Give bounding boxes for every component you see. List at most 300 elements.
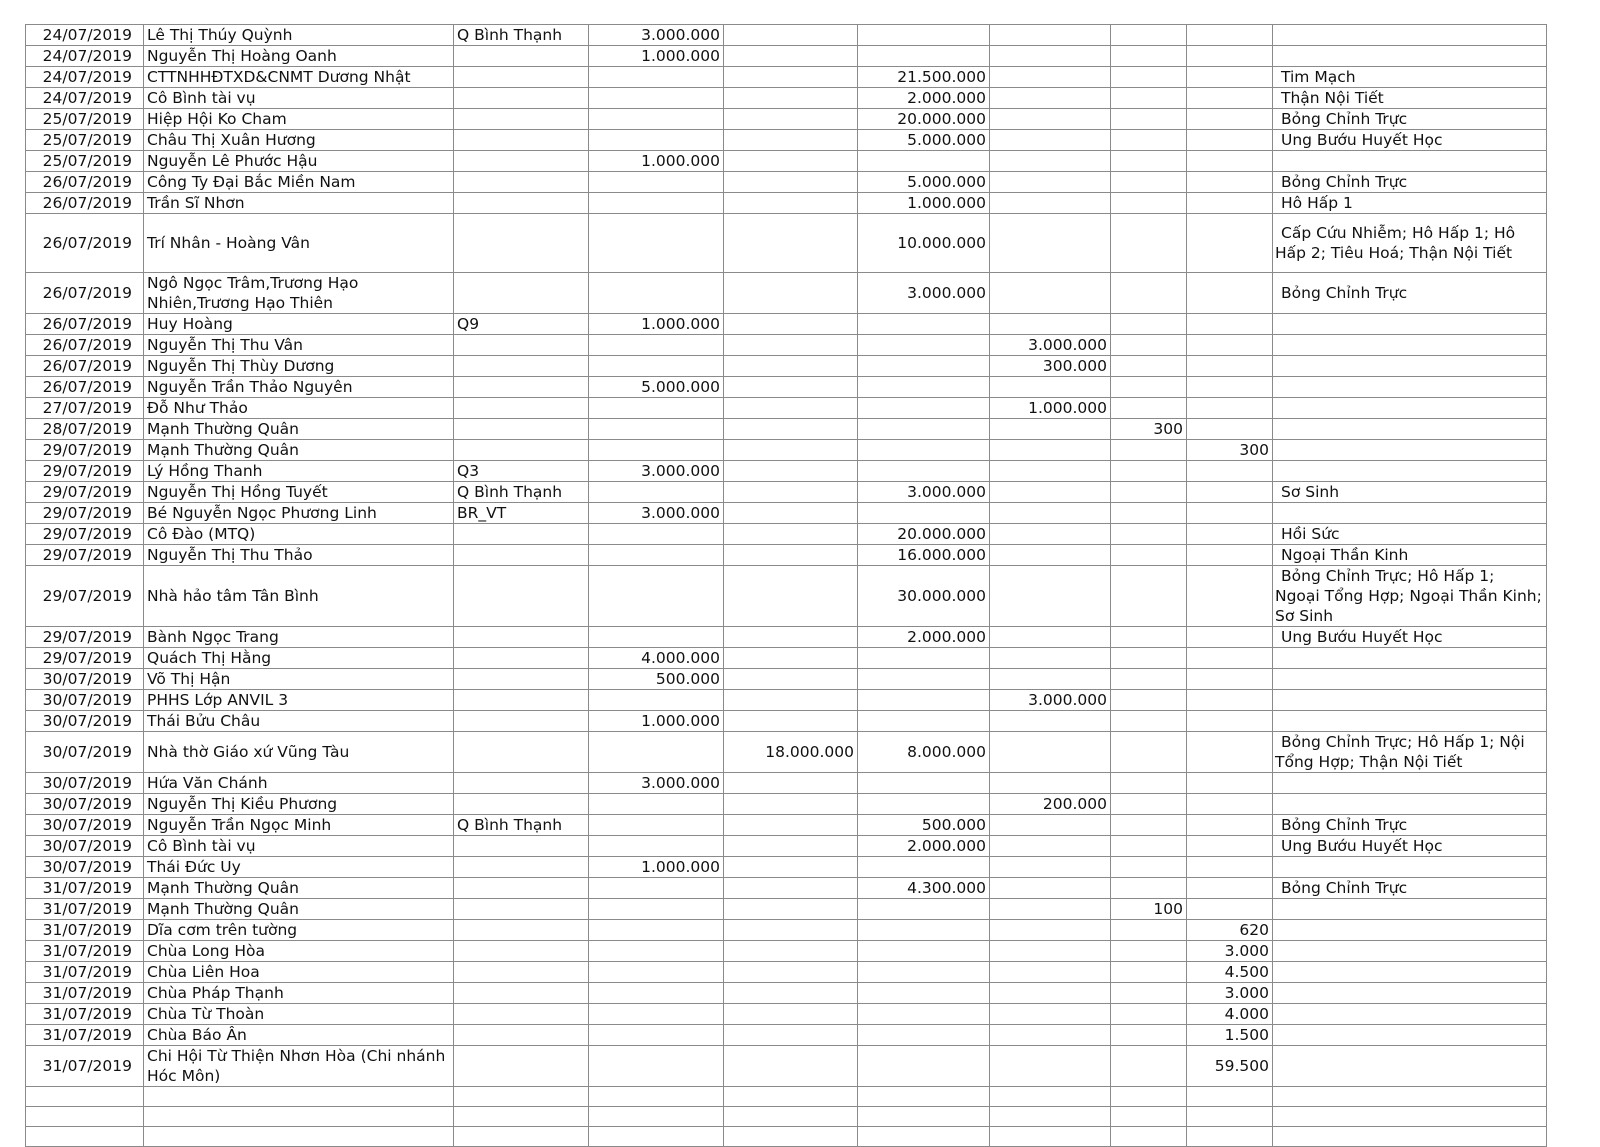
amount-col6-cell: 3.000 (1187, 983, 1273, 1004)
table-row (26, 335, 1547, 356)
amount-col1-cell (589, 214, 724, 273)
department-cell (1273, 440, 1547, 461)
amount-col4-cell (990, 983, 1111, 1004)
department-cell (1273, 377, 1547, 398)
amount-col6-cell (1187, 214, 1273, 273)
amount-col1-cell (589, 836, 724, 857)
department-cell (1273, 461, 1547, 482)
area-cell (454, 836, 589, 857)
amount-col2-cell (724, 172, 858, 193)
date-cell (26, 1127, 144, 1147)
amount-col2-cell (724, 130, 858, 151)
amount-col4-cell (990, 503, 1111, 524)
department-cell (1273, 503, 1547, 524)
donor-name-cell: Mạnh Thường Quân (144, 899, 454, 920)
amount-col5-cell (1111, 773, 1187, 794)
date-cell: 26/07/2019 (26, 172, 144, 193)
amount-col1-cell (589, 1046, 724, 1087)
amount-col5-cell (1111, 503, 1187, 524)
amount-col6-cell (1187, 335, 1273, 356)
amount-col3-cell (858, 1046, 990, 1087)
table-row (26, 773, 1547, 794)
department-cell: Bỏng Chỉnh Trực (1273, 273, 1547, 314)
amount-col5-cell (1111, 88, 1187, 109)
amount-col4-cell (990, 1087, 1111, 1107)
amount-col3-cell: 500.000 (858, 815, 990, 836)
amount-col2-cell (724, 377, 858, 398)
amount-col4-cell (990, 440, 1111, 461)
amount-col1-cell: 3.000.000 (589, 773, 724, 794)
amount-col3-cell: 21.500.000 (858, 67, 990, 88)
amount-col4-cell (990, 46, 1111, 67)
donor-name-cell: Dĩa cơm trên tường (144, 920, 454, 941)
amount-col4-cell (990, 67, 1111, 88)
amount-col6-cell (1187, 732, 1273, 773)
amount-col2-cell (724, 815, 858, 836)
table-row (26, 503, 1547, 524)
amount-col5-cell (1111, 335, 1187, 356)
department-cell: Hô Hấp 1 (1273, 193, 1547, 214)
amount-col5-cell (1111, 25, 1187, 46)
amount-col5-cell (1111, 398, 1187, 419)
date-cell (26, 1087, 144, 1107)
amount-col5-cell (1111, 356, 1187, 377)
amount-col1-cell (589, 899, 724, 920)
amount-col1-cell: 500.000 (589, 669, 724, 690)
amount-col4-cell (990, 566, 1111, 627)
area-cell (454, 398, 589, 419)
date-cell: 26/07/2019 (26, 273, 144, 314)
amount-col2-cell (724, 214, 858, 273)
amount-col1-cell (589, 1107, 724, 1127)
amount-col5-cell (1111, 815, 1187, 836)
amount-col2-cell (724, 1127, 858, 1147)
area-cell: Q3 (454, 461, 589, 482)
amount-col4-cell (990, 920, 1111, 941)
area-cell (454, 732, 589, 773)
donor-name-cell: PHHS Lớp ANVIL 3 (144, 690, 454, 711)
amount-col2-cell (724, 273, 858, 314)
table-row (26, 109, 1547, 130)
amount-col1-cell (589, 1025, 724, 1046)
date-cell: 25/07/2019 (26, 130, 144, 151)
table-row (26, 545, 1547, 566)
amount-col1-cell (589, 419, 724, 440)
amount-col2-cell: 18.000.000 (724, 732, 858, 773)
amount-col4-cell (990, 815, 1111, 836)
donor-name-cell: Chùa Pháp Thạnh (144, 983, 454, 1004)
amount-col4-cell (990, 669, 1111, 690)
area-cell (454, 1046, 589, 1087)
amount-col6-cell (1187, 503, 1273, 524)
amount-col2-cell (724, 545, 858, 566)
department-cell (1273, 398, 1547, 419)
donor-name-cell: Nguyễn Lê Phước Hậu (144, 151, 454, 172)
donor-name-cell: Bé Nguyễn Ngọc Phương Linh (144, 503, 454, 524)
table-row (26, 46, 1547, 67)
amount-col1-cell (589, 983, 724, 1004)
amount-col5-cell (1111, 794, 1187, 815)
date-cell: 26/07/2019 (26, 214, 144, 273)
donor-name-cell: Quách Thị Hằng (144, 648, 454, 669)
date-cell: 26/07/2019 (26, 314, 144, 335)
table-row (26, 461, 1547, 482)
area-cell (454, 627, 589, 648)
amount-col4-cell: 3.000.000 (990, 690, 1111, 711)
amount-col4-cell (990, 711, 1111, 732)
date-cell: 30/07/2019 (26, 857, 144, 878)
amount-col3-cell (858, 314, 990, 335)
amount-col2-cell (724, 109, 858, 130)
table-row (26, 941, 1547, 962)
department-cell: Ung Bướu Huyết Học (1273, 627, 1547, 648)
table-row (26, 920, 1547, 941)
amount-col5-cell (1111, 1127, 1187, 1147)
date-cell: 30/07/2019 (26, 794, 144, 815)
amount-col2-cell (724, 193, 858, 214)
donor-name-cell: Mạnh Thường Quân (144, 419, 454, 440)
amount-col2-cell (724, 648, 858, 669)
date-cell: 24/07/2019 (26, 67, 144, 88)
amount-col6-cell (1187, 193, 1273, 214)
amount-col4-cell (990, 419, 1111, 440)
amount-col6-cell: 1.500 (1187, 1025, 1273, 1046)
amount-col6-cell (1187, 419, 1273, 440)
amount-col6-cell (1187, 377, 1273, 398)
amount-col1-cell (589, 1087, 724, 1107)
amount-col6-cell: 3.000 (1187, 941, 1273, 962)
donor-name-cell: Nguyễn Thị Hoàng Oanh (144, 46, 454, 67)
amount-col6-cell (1187, 273, 1273, 314)
amount-col5-cell (1111, 1107, 1187, 1127)
amount-col2-cell (724, 920, 858, 941)
amount-col1-cell (589, 172, 724, 193)
donor-name-cell: Mạnh Thường Quân (144, 440, 454, 461)
table-row (26, 815, 1547, 836)
amount-col6-cell (1187, 25, 1273, 46)
amount-col5-cell (1111, 732, 1187, 773)
amount-col3-cell (858, 440, 990, 461)
area-cell (454, 566, 589, 627)
table-row (26, 193, 1547, 214)
amount-col4-cell (990, 461, 1111, 482)
area-cell (454, 899, 589, 920)
amount-col6-cell (1187, 690, 1273, 711)
department-cell: Bỏng Chỉnh Trực (1273, 172, 1547, 193)
amount-col2-cell (724, 794, 858, 815)
date-cell: 25/07/2019 (26, 109, 144, 130)
amount-col4-cell (990, 151, 1111, 172)
amount-col4-cell (990, 1025, 1111, 1046)
amount-col1-cell (589, 130, 724, 151)
area-cell (454, 1127, 589, 1147)
amount-col2-cell (724, 314, 858, 335)
amount-col3-cell (858, 690, 990, 711)
amount-col5-cell (1111, 524, 1187, 545)
date-cell: 26/07/2019 (26, 335, 144, 356)
amount-col5-cell (1111, 172, 1187, 193)
amount-col4-cell (990, 109, 1111, 130)
amount-col6-cell (1187, 1087, 1273, 1107)
area-cell (454, 920, 589, 941)
amount-col1-cell (589, 962, 724, 983)
donor-name-cell: Nguyễn Thị Kiều Phương (144, 794, 454, 815)
area-cell (454, 151, 589, 172)
amount-col3-cell (858, 461, 990, 482)
amount-col6-cell (1187, 130, 1273, 151)
amount-col5-cell (1111, 1025, 1187, 1046)
donor-name-cell: Chùa Báo Ân (144, 1025, 454, 1046)
donor-name-cell: Công Ty Đại Bắc Miền Nam (144, 172, 454, 193)
area-cell (454, 214, 589, 273)
amount-col1-cell (589, 690, 724, 711)
amount-col5-cell (1111, 273, 1187, 314)
amount-col5-cell (1111, 67, 1187, 88)
amount-col2-cell (724, 1025, 858, 1046)
donor-name-cell: Bành Ngọc Trang (144, 627, 454, 648)
amount-col3-cell (858, 419, 990, 440)
amount-col6-cell (1187, 836, 1273, 857)
amount-col3-cell (858, 773, 990, 794)
amount-col4-cell (990, 836, 1111, 857)
department-cell: Ung Bướu Huyết Học (1273, 130, 1547, 151)
amount-col3-cell (858, 941, 990, 962)
amount-col3-cell (858, 1127, 990, 1147)
department-cell (1273, 1087, 1547, 1107)
table-row (26, 398, 1547, 419)
amount-col6-cell (1187, 627, 1273, 648)
amount-col5-cell (1111, 377, 1187, 398)
amount-col3-cell (858, 983, 990, 1004)
area-cell: Q Bình Thạnh (454, 482, 589, 503)
amount-col3-cell: 3.000.000 (858, 273, 990, 314)
table-row (26, 130, 1547, 151)
amount-col2-cell (724, 566, 858, 627)
donor-name-cell (144, 1107, 454, 1127)
area-cell (454, 962, 589, 983)
department-cell (1273, 962, 1547, 983)
amount-col5-cell (1111, 151, 1187, 172)
amount-col5-cell: 100 (1111, 899, 1187, 920)
amount-col2-cell (724, 857, 858, 878)
amount-col4-cell (990, 1127, 1111, 1147)
area-cell (454, 794, 589, 815)
table-row (26, 983, 1547, 1004)
department-cell (1273, 1046, 1547, 1087)
table-row (26, 669, 1547, 690)
amount-col6-cell (1187, 67, 1273, 88)
amount-col6-cell (1187, 1127, 1273, 1147)
department-cell (1273, 794, 1547, 815)
donor-name-cell: Trần Sĩ Nhơn (144, 193, 454, 214)
amount-col2-cell (724, 46, 858, 67)
department-cell (1273, 419, 1547, 440)
date-cell: 29/07/2019 (26, 545, 144, 566)
amount-col3-cell (858, 46, 990, 67)
department-cell (1273, 1025, 1547, 1046)
amount-col1-cell (589, 920, 724, 941)
amount-col1-cell (589, 482, 724, 503)
amount-col1-cell (589, 398, 724, 419)
amount-col2-cell (724, 503, 858, 524)
table-row (26, 1087, 1547, 1107)
amount-col3-cell: 2.000.000 (858, 627, 990, 648)
donor-name-cell: Võ Thị Hận (144, 669, 454, 690)
amount-col1-cell (589, 1127, 724, 1147)
table-row (26, 627, 1547, 648)
amount-col2-cell (724, 1087, 858, 1107)
table-row (26, 962, 1547, 983)
amount-col1-cell: 3.000.000 (589, 461, 724, 482)
amount-col2-cell (724, 356, 858, 377)
amount-col1-cell (589, 815, 724, 836)
donor-name-cell: Nguyễn Thị Thu Thảo (144, 545, 454, 566)
table-row (26, 1025, 1547, 1046)
amount-col3-cell (858, 25, 990, 46)
date-cell: 31/07/2019 (26, 1025, 144, 1046)
donor-name-cell: Chùa Long Hòa (144, 941, 454, 962)
department-cell: Tim Mạch (1273, 67, 1547, 88)
date-cell: 24/07/2019 (26, 25, 144, 46)
donor-name-cell: Nguyễn Thị Hồng Tuyết (144, 482, 454, 503)
amount-col2-cell (724, 1107, 858, 1127)
amount-col6-cell (1187, 1107, 1273, 1127)
amount-col2-cell (724, 482, 858, 503)
department-cell (1273, 920, 1547, 941)
donor-name-cell: Mạnh Thường Quân (144, 878, 454, 899)
table-row (26, 214, 1547, 273)
area-cell: Q9 (454, 314, 589, 335)
date-cell: 31/07/2019 (26, 1004, 144, 1025)
area-cell (454, 1004, 589, 1025)
amount-col1-cell: 1.000.000 (589, 46, 724, 67)
amount-col4-cell (990, 732, 1111, 773)
amount-col2-cell (724, 461, 858, 482)
date-cell: 31/07/2019 (26, 899, 144, 920)
amount-col1-cell (589, 941, 724, 962)
amount-col3-cell: 10.000.000 (858, 214, 990, 273)
area-cell: Q Bình Thạnh (454, 25, 589, 46)
area-cell (454, 377, 589, 398)
donor-name-cell (144, 1087, 454, 1107)
amount-col5-cell (1111, 461, 1187, 482)
date-cell: 26/07/2019 (26, 193, 144, 214)
date-cell: 29/07/2019 (26, 648, 144, 669)
amount-col4-cell (990, 214, 1111, 273)
amount-col5-cell (1111, 1087, 1187, 1107)
amount-col3-cell (858, 962, 990, 983)
department-cell (1273, 356, 1547, 377)
date-cell: 26/07/2019 (26, 356, 144, 377)
area-cell (454, 193, 589, 214)
date-cell: 31/07/2019 (26, 962, 144, 983)
amount-col3-cell: 20.000.000 (858, 524, 990, 545)
amount-col2-cell (724, 773, 858, 794)
table-row (26, 88, 1547, 109)
area-cell (454, 67, 589, 88)
amount-col4-cell (990, 88, 1111, 109)
amount-col1-cell (589, 440, 724, 461)
donor-name-cell: Cô Đào (MTQ) (144, 524, 454, 545)
donor-name-cell: Nguyễn Trần Thảo Nguyên (144, 377, 454, 398)
table-row (26, 25, 1547, 46)
table-row (26, 836, 1547, 857)
department-cell (1273, 773, 1547, 794)
amount-col6-cell (1187, 314, 1273, 335)
amount-col3-cell (858, 151, 990, 172)
amount-col4-cell (990, 314, 1111, 335)
donor-name-cell (144, 1127, 454, 1147)
amount-col5-cell (1111, 920, 1187, 941)
amount-col5-cell (1111, 109, 1187, 130)
amount-col2-cell (724, 627, 858, 648)
department-cell: Bỏng Chỉnh Trực (1273, 878, 1547, 899)
amount-col3-cell: 5.000.000 (858, 172, 990, 193)
amount-col4-cell (990, 1107, 1111, 1127)
table-row (26, 794, 1547, 815)
donor-name-cell: Huy Hoàng (144, 314, 454, 335)
date-cell: 29/07/2019 (26, 627, 144, 648)
amount-col4-cell: 3.000.000 (990, 335, 1111, 356)
area-cell (454, 172, 589, 193)
date-cell: 24/07/2019 (26, 88, 144, 109)
amount-col2-cell (724, 398, 858, 419)
amount-col5-cell (1111, 962, 1187, 983)
amount-col1-cell (589, 878, 724, 899)
amount-col1-cell: 3.000.000 (589, 25, 724, 46)
department-cell (1273, 314, 1547, 335)
department-cell: Ngoại Thần Kinh (1273, 545, 1547, 566)
table-row (26, 172, 1547, 193)
amount-col1-cell: 4.000.000 (589, 648, 724, 669)
amount-col3-cell (858, 899, 990, 920)
department-cell (1273, 899, 1547, 920)
amount-col5-cell (1111, 669, 1187, 690)
date-cell: 26/07/2019 (26, 377, 144, 398)
amount-col5-cell (1111, 711, 1187, 732)
area-cell (454, 109, 589, 130)
amount-col5-cell (1111, 690, 1187, 711)
amount-col2-cell (724, 690, 858, 711)
amount-col2-cell (724, 878, 858, 899)
amount-col4-cell (990, 1046, 1111, 1087)
department-cell (1273, 1127, 1547, 1147)
amount-col5-cell (1111, 983, 1187, 1004)
amount-col2-cell (724, 524, 858, 545)
amount-col5-cell (1111, 941, 1187, 962)
amount-col3-cell: 1.000.000 (858, 193, 990, 214)
amount-col4-cell (990, 899, 1111, 920)
amount-col4-cell (990, 648, 1111, 669)
donor-name-cell: CTTNHHĐTXD&CNMT Dương Nhật (144, 67, 454, 88)
amount-col1-cell: 1.000.000 (589, 151, 724, 172)
amount-col6-cell (1187, 711, 1273, 732)
amount-col3-cell (858, 669, 990, 690)
amount-col1-cell (589, 88, 724, 109)
donor-name-cell: Chùa Liên Hoa (144, 962, 454, 983)
table-row (26, 648, 1547, 669)
donor-name-cell: Hiệp Hội Ko Cham (144, 109, 454, 130)
department-cell (1273, 648, 1547, 669)
amount-col2-cell (724, 836, 858, 857)
table-row (26, 440, 1547, 461)
amount-col6-cell (1187, 669, 1273, 690)
donor-name-cell: Hứa Văn Chánh (144, 773, 454, 794)
area-cell (454, 857, 589, 878)
amount-col2-cell (724, 25, 858, 46)
amount-col1-cell (589, 356, 724, 377)
date-cell: 29/07/2019 (26, 440, 144, 461)
